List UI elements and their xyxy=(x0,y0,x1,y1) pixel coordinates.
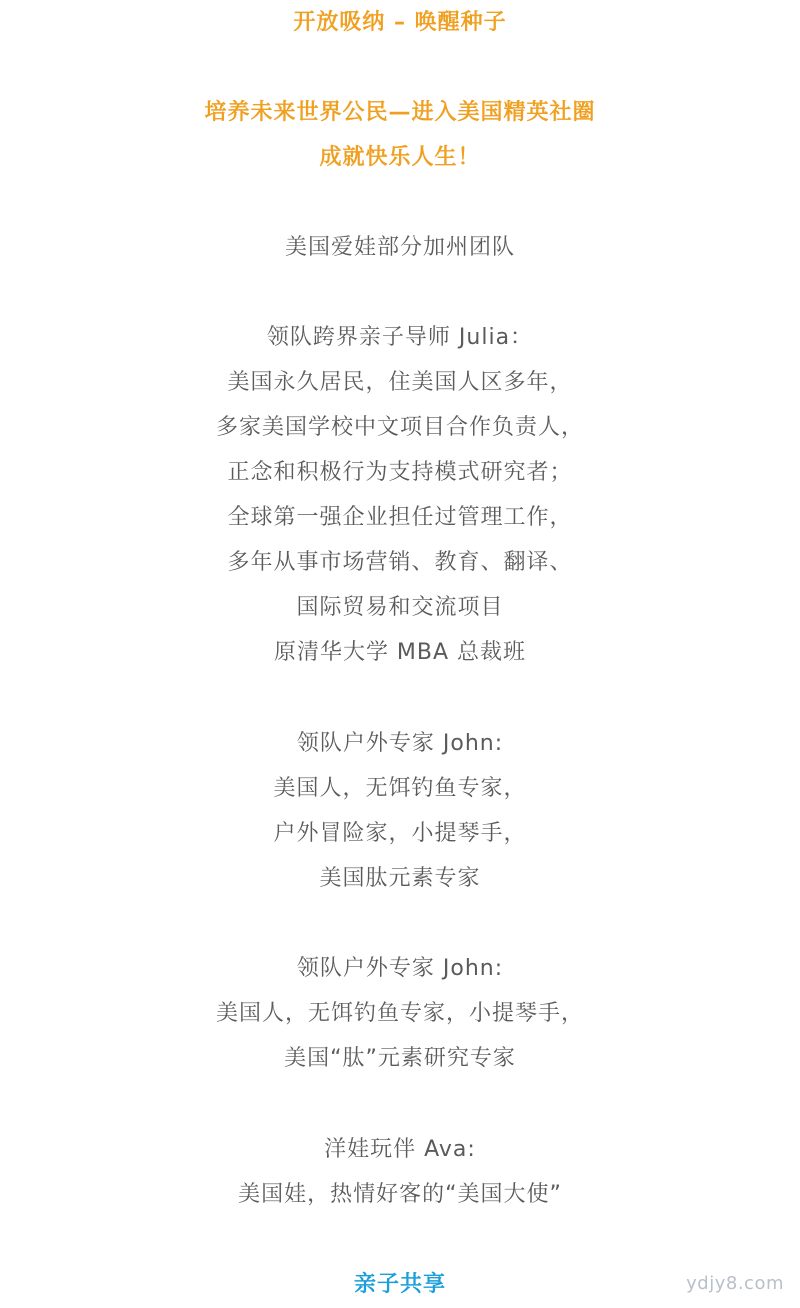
julia-heading: 领队跨界亲子导师 Julia： xyxy=(266,325,534,350)
julia-line: 全球第一强企业担任过管理工作， xyxy=(227,505,573,530)
slogan-line-1: 培养未来世界公民—进入美国精英社圈 xyxy=(204,100,596,125)
julia-line: 正念和积极行为支持模式研究者； xyxy=(227,460,573,485)
julia-line: 多家美国学校中文项目合作负责人， xyxy=(215,415,584,440)
ava-line: 美国娃，热情好客的“美国大使” xyxy=(238,1182,562,1207)
john1-line: 美国肽元素专家 xyxy=(319,866,481,891)
ava-heading: 洋娃玩伴 Ava: xyxy=(324,1137,476,1162)
john1-line: 户外冒险家，小提琴手， xyxy=(273,821,527,846)
john2-heading: 领队户外专家 John: xyxy=(296,956,504,981)
tagline: 开放吸纳 – 唤醒种子 xyxy=(293,10,507,35)
john2-line: 美国人，无饵钓鱼专家，小提琴手， xyxy=(215,1001,584,1026)
julia-line: 原清华大学 MBA 总裁班 xyxy=(273,640,527,665)
footer-heading: 亲子共享 xyxy=(353,1272,446,1297)
julia-line: 多年从事市场营销、教育、翻译、 xyxy=(227,550,573,575)
john1-line: 美国人，无饵钓鱼专家， xyxy=(273,776,527,801)
watermark: ydjy8.com xyxy=(686,1273,784,1294)
team-title: 美国爱娃部分加州团队 xyxy=(284,235,515,260)
john1-heading: 领队户外专家 John: xyxy=(296,731,504,756)
julia-line: 国际贸易和交流项目 xyxy=(296,595,504,620)
julia-line: 美国永久居民，住美国人区多年， xyxy=(227,370,573,395)
john2-line: 美国“肽”元素研究专家 xyxy=(284,1046,516,1071)
slogan-line-2: 成就快乐人生！ xyxy=(319,145,481,170)
